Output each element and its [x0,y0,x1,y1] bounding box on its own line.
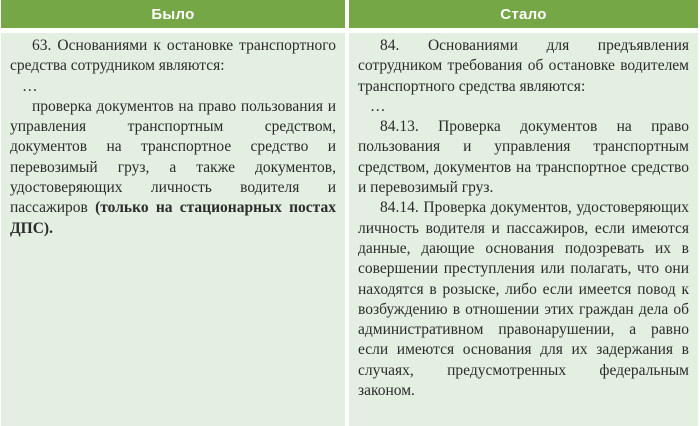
column-header-became-label: Стало [500,5,547,23]
became-paragraph-84-13: 84.13. Проверка документов на право пользования и управления транспортным средством, документов на транспортное средство и перевозимый груз. [358,118,689,197]
was-ellipsis: … [22,77,38,95]
became-paragraph-84: 84. Основаниями для предъявления сотрудником требования об остановке водителем транспортного средства являются: [358,37,689,95]
was-paragraph-bold-note: (только на стационарных постах ДПС). [10,199,336,237]
column-header-became [349,0,698,28]
became-paragraph-84-14: 84.14. Проверка документов, удостоверяющих личность водителя и пассажиров, если имеются данные, дающие основания подозревать их в совершении преступления или полагать, что они находятся в розыске, либо если имеется повод к возбуждению в отношении этих граждан дела об административном правонарушении, а равно если имеются основания для их задержания в случаях, предусмотренных федеральным законом. [358,199,689,400]
was-paragraph-check-documents-text: проверка документов на право пользования и управления транспортным средством, документов на транспортное средство и перевозимый груз, а также документов, удостоверяющих личность водителя и пассажиров [10,97,336,217]
was-paragraph-63: 63. Основаниями к остановке транспортного средства сотрудником являются: [10,37,336,75]
was-paragraph-check-documents [10,97,336,239]
became-ellipsis: … [370,97,386,115]
column-header-was-label: Было [151,5,195,23]
became-cell [349,33,698,426]
was-cell [1,33,345,426]
column-header-was [1,0,345,28]
